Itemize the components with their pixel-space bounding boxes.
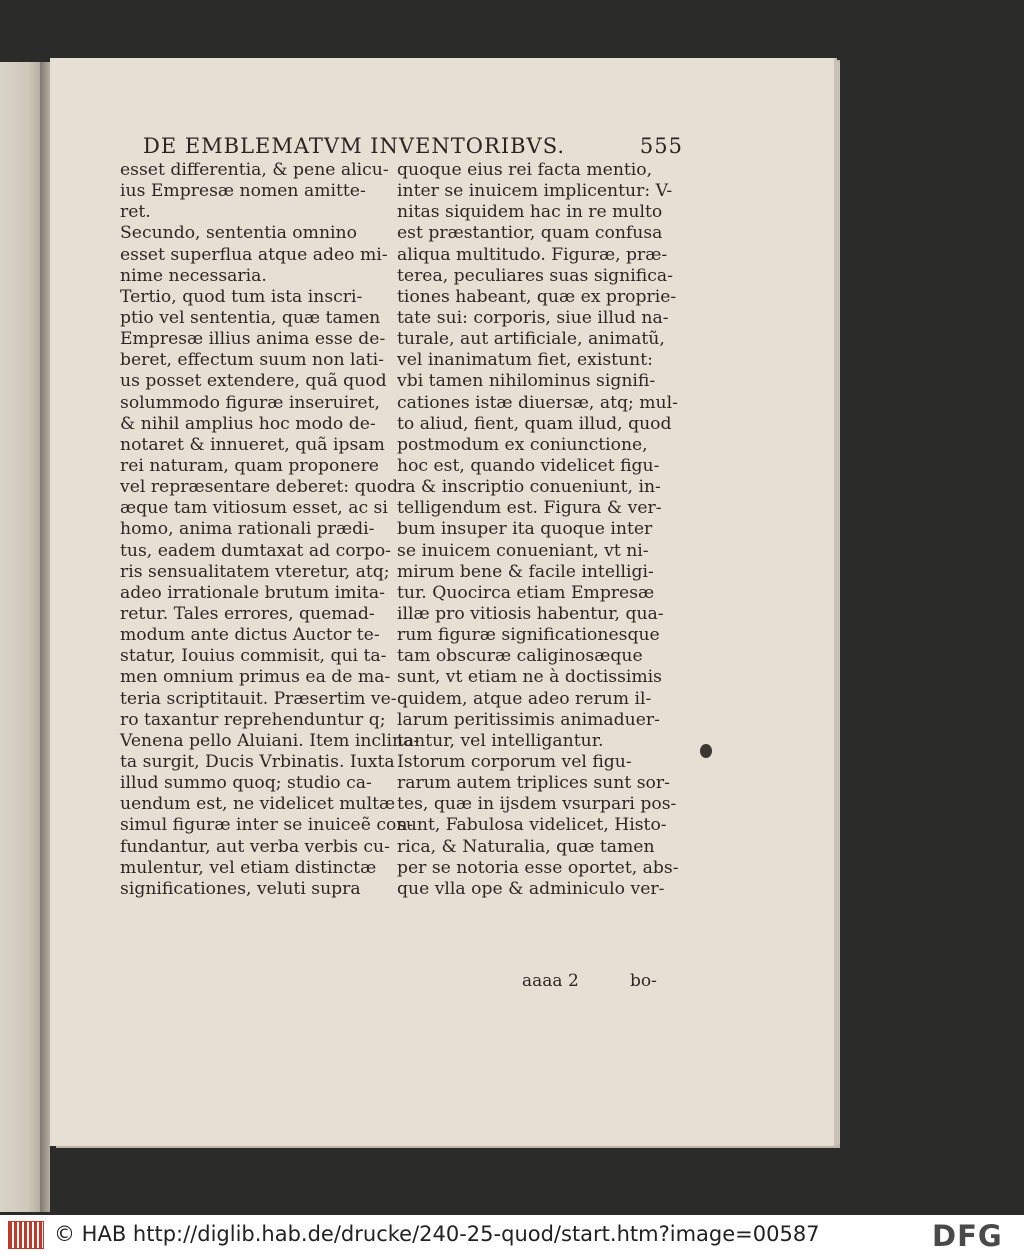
dfg-logo: DFG (932, 1219, 1003, 1253)
running-header (143, 134, 683, 158)
right_column-line: bum insuper ita quoque inter (397, 519, 653, 540)
right_column-line: quidem, atque adeo rerum il- (397, 688, 652, 709)
left_column-line: & nihil amplius hoc modo de- (120, 413, 376, 434)
right_column-line: postmodum ex coniunctione, (397, 434, 648, 455)
right_column-line: vbi tamen nihilominus signifi- (397, 371, 656, 392)
left_column-line: esset superflua atque adeo mi- (120, 244, 388, 265)
right-text-column (397, 160, 679, 900)
left_column-line: ris sensualitatem vteretur, atq; (120, 561, 390, 582)
right_column-line: est præstantior, quam confusa (397, 223, 663, 244)
left_column-line: significationes, veluti supra (120, 878, 361, 899)
left_column-line: uendum est, ne videlicet multæ (120, 794, 396, 815)
left_column-line: æque tam vitiosum esset, ac si (120, 498, 388, 519)
page-number: 555 (639, 134, 683, 158)
right_column-line: Istorum corporum vel figu- (397, 751, 632, 772)
right_column-line: terea, peculiares suas significa- (397, 265, 673, 286)
right_column-line: vel inanimatum fiet, existunt: (397, 350, 653, 371)
left_column-line: beret, effectum suum non lati- (120, 350, 384, 371)
right_column-line: telligendum est. Figura & ver- (397, 498, 662, 519)
left_column-line: fundantur, aut verba verbis cu- (120, 836, 390, 857)
viewer-footer (0, 1215, 1024, 1255)
right_column-line: se inuicem conueniant, vt ni- (397, 540, 649, 561)
left_column-line: nime necessaria. (120, 265, 267, 286)
right_column-line: rarum autem triplices sunt sor- (397, 773, 670, 794)
left_column-line: ta surgit, Ducis Vrbinatis. Iuxta (120, 751, 395, 772)
left_column-line: Tertio, quod tum ista inscri- (120, 286, 363, 307)
right_column-line: sunt, vt etiam ne à doctissimis (397, 667, 663, 688)
right_column-line: cationes istæ diuersæ, atq; mul- (397, 392, 678, 413)
left_column-line: modum ante dictus Auctor te- (120, 625, 380, 646)
ink-blot (700, 744, 712, 758)
book-page (50, 58, 834, 1146)
left_column-line: Secundo, sententia omnino (120, 223, 357, 244)
left_column-line: esset differentia, & pene alicu- (120, 160, 389, 180)
right_column-line: to aliud, fient, quam illud, quod (397, 413, 672, 434)
copyright-url[interactable]: © HAB http://diglib.hab.de/drucke/240-25-quod/start.htm?image=00587 (54, 1222, 820, 1246)
right_column-line: per se notoria esse oportet, abs- (397, 857, 679, 878)
left-text-column (120, 160, 420, 900)
left_column-line: mulentur, vel etiam distinctæ (120, 857, 377, 878)
left_column-line: teria scriptitauit. Præsertim ve- (120, 688, 397, 709)
left_column-line: statur, Iouius commisit, qui ta- (120, 646, 387, 667)
right_column-line: nitas siquidem hac in re multo (397, 202, 663, 223)
right_column-line: tes, quæ in ijsdem vsurpari pos- (397, 794, 677, 815)
right_column-line: tur. Quocirca etiam Empresæ (397, 582, 655, 603)
book-gutter (40, 62, 50, 1212)
right_column-line: quoque eius rei facta mentio, (397, 160, 653, 180)
right_column-line: hoc est, quando videlicet figu- (397, 455, 660, 476)
left_column-line: tus, eadem dumtaxat ad corpo- (120, 540, 391, 561)
signature-mark: aaaa 2 (522, 971, 579, 991)
left_column-line: illud summo quoq; studio ca- (120, 773, 372, 794)
right_column-line: tam obscuræ caliginosæque (397, 646, 643, 667)
left_column-line: simul figuræ inter se inuiceẽ con- (120, 815, 414, 836)
left_column-line: rei naturam, quam proponere (120, 455, 379, 476)
left_column-line: solummodo figuræ inseruiret, (120, 392, 380, 413)
left_column-line: retur. Tales errores, quemad- (120, 603, 375, 624)
right_column-line: mirum bene & facile intelligi- (397, 561, 654, 582)
right_column-line: inter se inuicem implicentur: V- (397, 181, 673, 202)
right_column-line: ra & inscriptio conueniunt, in- (397, 477, 661, 498)
right_column-line: aliqua multitudo. Figuræ, præ- (397, 244, 668, 265)
hab-logo-icon (8, 1221, 44, 1249)
left_column-line: vel repræsentare deberet: quod (120, 477, 398, 498)
left_column-line: us posset extendere, quã quod (120, 371, 387, 392)
right_column-line: illæ pro vitiosis habentur, qua- (397, 603, 664, 624)
left_column-line: Empresæ illius anima esse de- (120, 329, 386, 350)
left_column-line: homo, anima rationali prædi- (120, 519, 375, 540)
left_column-line: Venena pello Aluiani. Item inclina- (120, 730, 420, 751)
left_column-line: ro taxantur reprehenduntur q; (120, 709, 386, 730)
previous-page-bleed-text (2, 182, 38, 1082)
right_column-line: turale, aut artificiale, animatũ, (397, 329, 665, 350)
left_column-line: notaret & innueret, quã ipsam (120, 434, 385, 455)
left_column-line: ptio vel sententia, quæ tamen (120, 307, 381, 328)
left_column-line: men omnium primus ea de ma- (120, 667, 391, 688)
left_column-line: ius Empresæ nomen amitte- (120, 181, 366, 202)
right_column-line: tate sui: corporis, siue illud na- (397, 307, 669, 328)
right_column-line: tiones habeant, quæ ex proprie- (397, 286, 677, 307)
catchword: bo- (630, 971, 657, 991)
left_column-line: adeo irrationale brutum imita- (120, 582, 385, 603)
running-title: DE EMBLEMATVM INVENTORIBVS. (143, 134, 566, 158)
right_column-line: larum peritissimis animaduer- (397, 709, 660, 730)
right_column-line: rum figuræ significationesque (397, 625, 660, 646)
right_column-line: rica, & Naturalia, quæ tamen (397, 836, 655, 857)
right_column-line: sunt, Fabulosa videlicet, Histo- (397, 815, 667, 836)
left_column-line: ret. (120, 202, 151, 223)
page-edge-shadow (834, 62, 840, 1144)
right_column-line: tantur, vel intelligantur. (397, 730, 604, 751)
right_column-line: que vlla ope & adminiculo ver- (397, 878, 665, 899)
